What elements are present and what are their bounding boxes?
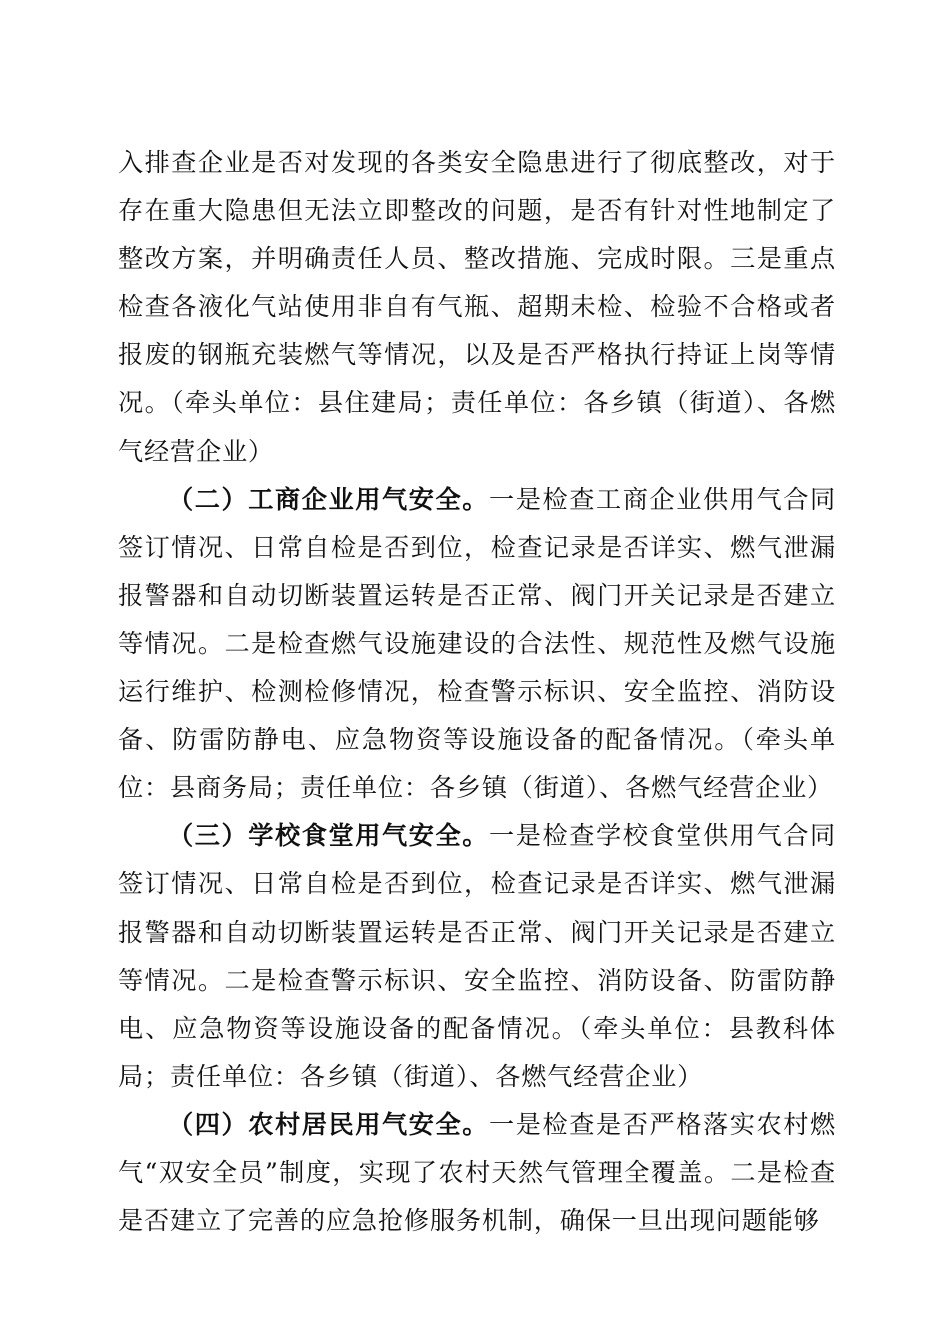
paragraph-text: 一是检查工商企业供用气合同签订情况、日常自检是否到位，检查记录是否详实、燃气泄漏报警器和自动切断装置运转是否正常、阀门开关记录是否建立等情况。二是检查燃气设施建设的合法性、规范性及燃气设施运行维护、检测检修情况，检查警示标识、安全监控、消防设备、防雷防静电、应急物资等设施设备的配备情况。（牵头单位：县商务局；责任单位：各乡镇（街道）、各燃气经营企业） [118, 484, 836, 803]
paragraph-rural-gas-safety [118, 1101, 836, 1245]
paragraph-heading: （四）农村居民用气安全。 [168, 1109, 489, 1139]
paragraph-school-canteen-gas-safety [118, 812, 836, 1101]
document-body [118, 139, 836, 1245]
paragraph-heading: （三）学校食堂用气安全。 [168, 821, 489, 851]
paragraph-text: 入排查企业是否对发现的各类安全隐患进行了彻底整改，对于存在重大隐患但无法立即整改的问题，是否有针对性地制定了整改方案，并明确责任人员、整改措施、完成时限。三是重点检查各液化气站使用非自有气瓶、超期未检、检验不合格或者报废的钢瓶充装燃气等情况，以及是否严格执行持证上岗等情况。（牵头单位：县住建局；责任单位：各乡镇（街道）、各燃气经营企业） [118, 148, 836, 466]
paragraph-text: 一是检查是否严格落实农村燃气“双安全员”制度，实现了农村天然气管理全覆盖。二是检查是否建立了完善的应急抢修服务机制，确保一旦出现问题能够 [118, 1109, 836, 1236]
paragraph-text: 一是检查学校食堂供用气合同签订情况、日常自检是否到位，检查记录是否详实、燃气泄漏报警器和自动切断装置运转是否正常、阀门开关记录是否建立等情况。二是检查警示标识、安全监控、消防设备、防雷防静电、应急物资等设施设备的配备情况。（牵头单位：县教科体局；责任单位：各乡镇（街道）、各燃气经营企业） [118, 821, 836, 1091]
paragraph-industrial-gas-safety [118, 476, 836, 813]
paragraph-continuation [118, 139, 836, 476]
paragraph-heading: （二）工商企业用气安全。 [168, 484, 489, 514]
